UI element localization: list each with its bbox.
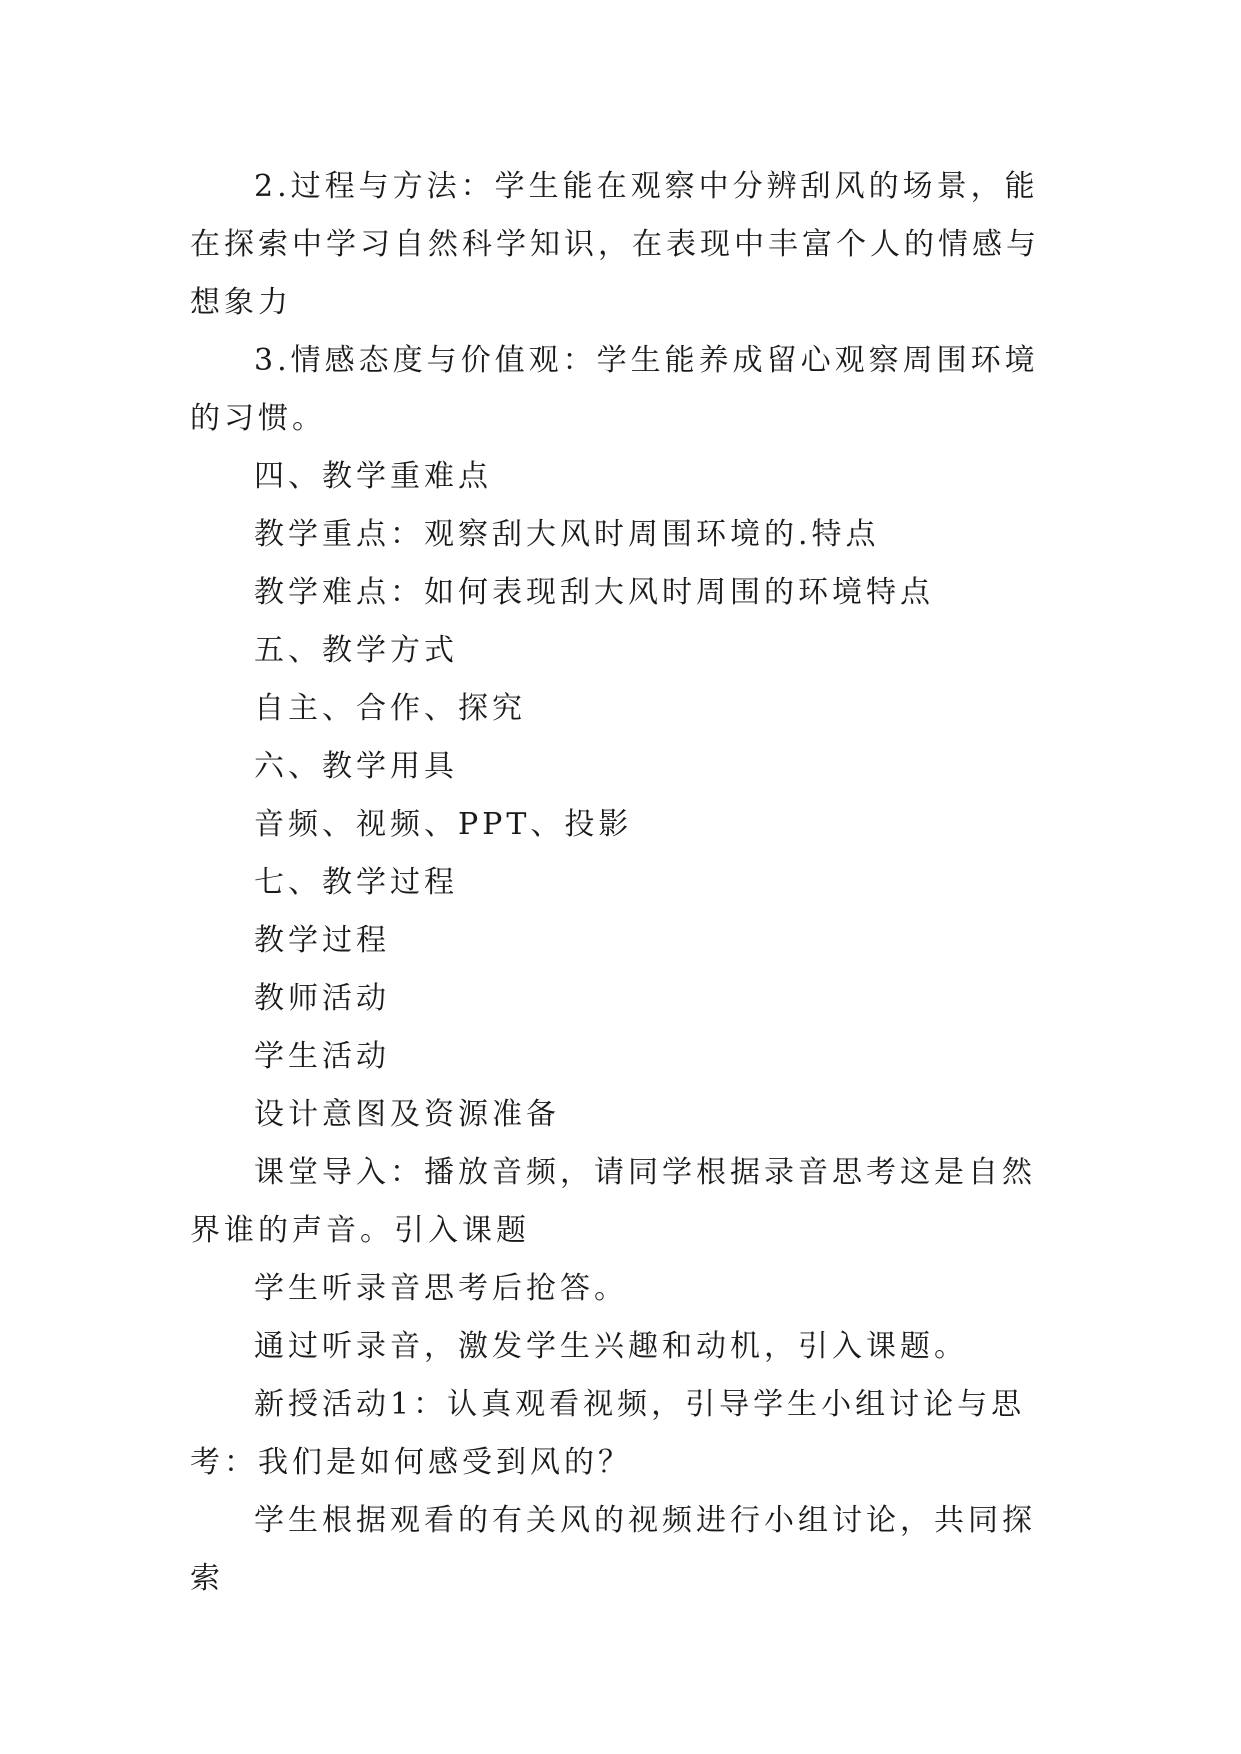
paragraph-student-activity-label: 学生活动 (254, 1039, 390, 1074)
paragraph-design-intent-label: 设计意图及资源准备 (254, 1097, 560, 1132)
paragraph-teaching-difficult-point: 教学难点：如何表现刮大风时周围的环境特点 (254, 575, 934, 610)
paragraph-teaching-process-label: 教学过程 (254, 923, 390, 958)
paragraph-student-group-discussion: 学生根据观看的有关风的视频进行小组讨论，共同探索 (190, 1503, 1036, 1596)
paragraph-introduction-purpose: 通过听录音，激发学生兴趣和动机，引入课题。 (254, 1329, 968, 1364)
paragraph-class-introduction: 课堂导入：播放音频，请同学根据录音思考这是自然界谁的声音。引入课题 (190, 1155, 1036, 1248)
paragraph-teaching-key-point: 教学重点：观察刮大风时周围环境的.特点 (254, 517, 880, 552)
paragraph-teaching-tools-value: 音频、视频、PPT、投影 (254, 807, 633, 842)
paragraph-student-answer: 学生听录音思考后抢答。 (254, 1271, 628, 1306)
heading-teaching-process: 七、教学过程 (254, 865, 458, 900)
paragraph-teacher-activity-label: 教师活动 (254, 981, 390, 1016)
heading-teaching-key-difficult-points: 四、教学重难点 (254, 459, 492, 494)
paragraph-process-and-method: 2.过程与方法：学生能在观察中分辨刮风的场景，能在探索中学习自然科学知识，在表现中丰富个人的情感与想象力 (190, 169, 1040, 320)
paragraph-teaching-method-value: 自主、合作、探究 (254, 691, 526, 726)
heading-teaching-tools: 六、教学用具 (254, 749, 458, 784)
document-body (190, 158, 1056, 1608)
paragraph-emotion-attitude-values: 3.情感态度与价值观：学生能养成留心观察周围环境的习惯。 (190, 343, 1039, 436)
heading-teaching-method: 五、教学方式 (254, 633, 458, 668)
paragraph-new-activity-one: 新授活动1：认真观看视频，引导学生小组讨论与思考：我们是如何感受到风的？ (190, 1387, 1026, 1480)
